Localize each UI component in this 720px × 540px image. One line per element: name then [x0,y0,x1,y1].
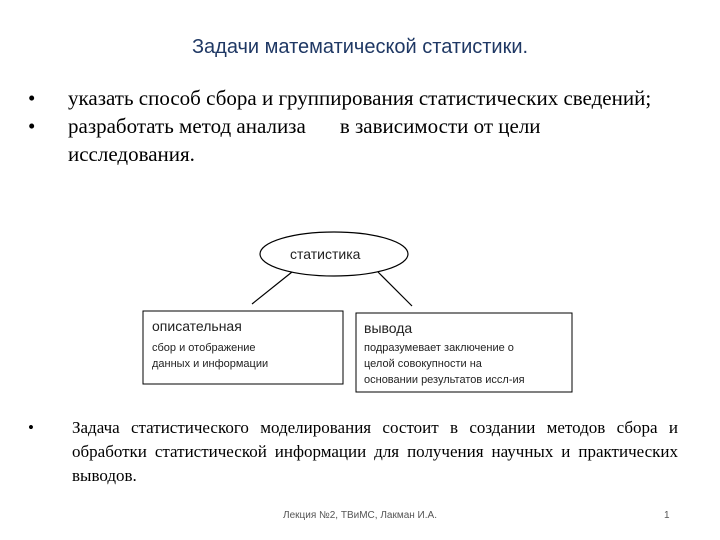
bottom-bullet [28,416,678,488]
bullet-text-part-2: в зависимости от цели исследования. [68,114,541,166]
root-node-label: статистика [290,246,361,262]
bullet-dot: • [28,418,34,437]
connector-left [252,272,292,304]
descriptive-description: сбор и отображение данных и информации [152,342,269,370]
inferential-title: вывода [364,320,413,336]
bullet-dot: • [28,86,36,110]
connector-right [378,272,412,306]
bullet-dot: • [28,114,36,138]
bullet-text: указать способ сбора и группирования статистических сведений; [68,86,652,110]
page-number: 1 [664,510,670,521]
descriptive-title: описательная [152,318,242,334]
slide-title: Задачи математической статистики. [191,36,529,58]
inferential-description: подразумевает заключение о целой совокупности на основании результатов иссл-ия [364,342,525,386]
bullet-text-part-1: разработать метод анализа [68,114,306,138]
slide-footer: Лекция №2, ТВиМС, Лакман И.А. [283,510,437,521]
bottom-bullet-text: Задача статистического моделирования состоит в создании методов сбора и обработки статистической информации для получения научных и практических выводов. [72,418,678,485]
